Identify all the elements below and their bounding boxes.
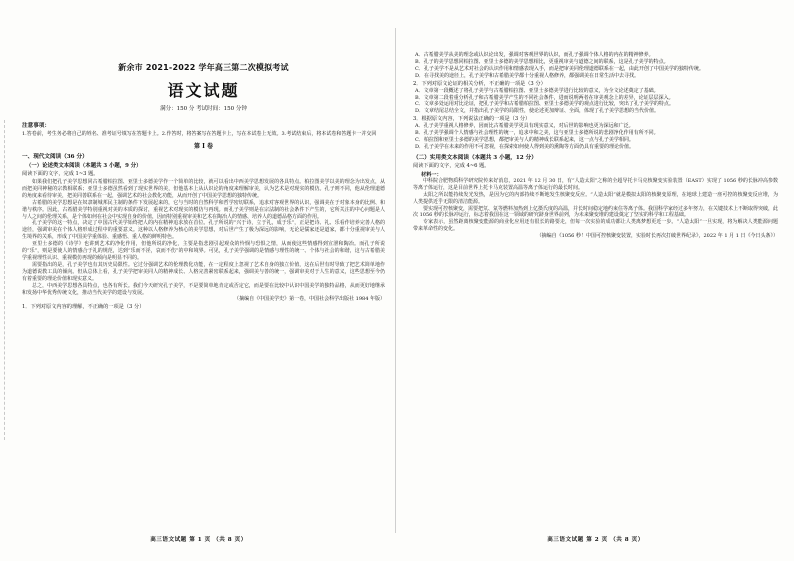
q2-option-a: A．文章第一段概述了将孔子美学与古希腊柏拉图、亚里士多德美学进行比较的意义，为全文论述奠定了基础。	[415, 87, 659, 94]
page-footer-right: 高三语文试题 第 2 页 （共 8 页）	[547, 537, 644, 543]
section2-title: （二）实用类文本阅读（本题共 3 小题，12 分）	[413, 154, 537, 161]
q2-option-d: D．文章结尾总结全文，并指出孔子美学的局限性，使论述更加辩证、全面，体现了孔子美学思想的当代价值。	[415, 108, 660, 115]
material-paragraph: 中科院合肥物质科学研究院传来好消息，2021 年 12 月 30 日，有“人造太阳”之称的全超导托卡马克核聚变实验装置（EAST）实现了 1056 秒的长脉冲高参数等离子体运行，这是目前世界上托卡马克装置高温等离子体运行的最长时间。	[413, 177, 778, 191]
material-paragraph: 专家表示，虽然距离核聚变能源的商业化应用还有很长的路要走，但每一次实验的成功都让人类离梦想更近一步。“人造太阳”一旦实现，将为解决人类能源问题带来革命性的变化。	[413, 219, 778, 233]
right-page	[397, 0, 794, 561]
q3-option-c: C．柏拉图和亚里士多德的美学思想，都把审美与人的精神成长联系起来，这一点与孔子美学相同。	[415, 137, 634, 144]
question-1: 1．下列对原文内容的理解，不正确的一项是（3 分）	[22, 304, 145, 311]
passage-source: （摘编自《中国美学史》第一卷，中国社会科学出版社 1984 年版）	[234, 296, 385, 303]
passage-paragraph: 总之，中西美学思想各具特点，也各有所长。我们今天研究孔子美学，不是要简单地肯定或否定它，而是要在比较中认识中国美学的独特品格，从而更好地继承和发扬中华优秀传统文化，推动当代美学的建设与发展。	[22, 282, 385, 296]
passage-paragraph: 亚里士多德的《诗学》也讲到艺术的净化作用，但他所说的净化，主要是指悲剧引起观众的怜悯与恐惧之情，从而使这些情感得到宣泄和陶冶。而孔子所说的“乐”，则是要使人的情感合于礼的规范，达到“乐而不淫，哀而不伤”的中和境界。可见，孔子美学强调的是情感与理性的统一、个体与社会的和谐，这与古希腊美学重视理性认识、重视模仿再现的倾向是明显不同的。	[22, 241, 385, 261]
passage-paragraph: 孔子美学的这一特点，决定了中国古代美学始终把人的内在精神追求放在首位。孔子所说的“兴于诗，立于礼，成于乐”，正是把诗、礼、乐看作培养完善人格的途径，强调审美在个体人格形成过程中的重要意义。这种以人格修养为核心的美学思想，对后世产生了极为深远的影响，无论是儒家还是道家，都十分重视审美与人生境界的关系，形成了中国美学重体验、重感悟、重人格的鲜明特色。	[22, 220, 385, 241]
q1-option-b: B．孔子的美学思想同柏拉图、亚里士多德的美学思想相比，更重视审美与道德之间的联系，这是孔子美学的特点。	[415, 58, 669, 65]
material-label: 材料一：	[421, 171, 442, 178]
q1-option-a: A．古希腊美学从美的理念或认识论出发，强调对客观世界的认识，而孔子强调个体人格的内在的精神修养。	[415, 52, 654, 58]
q2-option-c: C．文章多处运用对比论证，把孔子美学和古希腊柏拉图、亚里士多德美学的观点进行比较，突出了孔子美学的特点。	[415, 101, 674, 108]
notice-title: 注意事项：	[22, 123, 50, 129]
page-footer-left: 高三语文试题 第 1 页 （共 8 页）	[150, 537, 247, 543]
q1-option-c: C．孔子美学不是从艺术对社会的认识作用和情感表现入手，而是把审美同伦理道德联系在一起，由此开创了中国美学的独特传统。	[415, 65, 704, 72]
exam-meta: 满分：150 分 考试时间：150 分钟	[160, 106, 247, 112]
q3-option-b: B．孔子美学强调个人情感与社会理性的统一，追求中和之美，这与亚里士多德所说的悲剧净化作用有所不同。	[415, 130, 659, 137]
volume-title: 第 I 卷	[194, 143, 213, 150]
page-divider	[395, 28, 396, 533]
section-title: 一、现代文阅读（36 分）	[22, 154, 88, 160]
material-paragraph: 太阳之所以能持续发光发热，是因为它的内部持续不断地发生核聚变反应。“人造太阳”就是模拟太阳的核聚变原理，在地球上建造一座可控的核聚变反应堆，为人类提供近乎无限的清洁能源。	[413, 191, 778, 205]
passage-paragraph: 如果我们把孔子美学思想同古希腊柏拉图、亚里士多德美学作一个简单的比较，就可以看出中西美学思想发展的各具特点。柏拉图美学以美的理念为出发点，从而把美同神秘的宗教相联系；亚里士多德虽然看到了现实世界的美，但他基本上从认识论的角度来理解审美，认为艺术是对现实的模仿。孔子则不同，他从伦理道德的角度来看待审美，把美同善联系在一起，强调艺术的社会教化功能，从而开创了中国美学思想的独特传统。	[22, 179, 385, 199]
passage-paragraph: 需要指出的是，孔子美学也有其历史局限性。它过分强调艺术的伦理教化功能，在一定程度上忽视了艺术自身的独立价值，这在后世有时导致了把艺术简单地作为道德说教工具的倾向。但从总体上看，孔子美学把审美同人的精神成长、人格完善紧密联系起来，强调美与善的统一，强调审美对于人生的意义，这些思想至今仍有着重要的理论价值和现实意义。	[22, 261, 385, 282]
reading-instruction: 阅读下面的文字，完成 1~3 题。	[22, 171, 99, 177]
question-2: 2．下列对原文论证的相关分析，不正确的一项是（3 分）	[413, 80, 546, 87]
q2-option-b: B．文章第二段着重分析孔子和古希腊美学产生的不同社会条件，进而说明两者在审美观念上的差异，论证层层深入。	[415, 94, 674, 101]
q1-option-d: D．在寻找美的途径上，孔子美学和古希腊美学都十分重视人格修养，都强调美在日常生活中去寻找。	[415, 72, 640, 79]
material-paragraph: 要实现可控核聚变，需要把氘、氚等燃料加热到上亿摄氏度的高温，并长时间稳定地约束住等离子体。我国科学家经过多年努力，在关键技术上不断取得突破，此次 1056 秒的长脉冲运行，标志着我国在这一领域的研究跻身世界前列，为未来聚变堆的建设奠定了坚实的科学和工程基础。	[413, 205, 779, 219]
material-source: （摘编自《1056 秒！中国可控核聚变装置，实验时长再次打破世界纪录》，2022 年 1 月 1 日《今日头条》）	[536, 233, 778, 240]
question-3: 3．根据原文内容，下列说法正确的一项是（3 分）	[413, 116, 531, 123]
subsection-title: （一）论述类文本阅读（本题共 3 小题，9 分）	[26, 163, 142, 169]
exam-title: 语文试题	[167, 81, 240, 100]
reading-instruction-2: 阅读下面的文字，完成 4~6 题。	[413, 162, 490, 169]
q3-option-a: A．孔子美学重视人格修养，因而比古希腊美学更具有现实意义，对后世的影响也更为深远和广泛。	[415, 123, 634, 130]
notice-item: 1.答卷前，考生务必将自己的姓名、准考证号填写在答题卡上。2.作答时，将答案写在答题卡上，写在本试卷上无效。3.考试结束后，将本试卷和答题卡一并交回	[22, 131, 377, 137]
q3-option-d: D．孔子美学在未来的作用不可忽视，在探索如何使人得到美的熏陶等方面仍具有重要的理论价值。	[415, 143, 635, 150]
passage-paragraph: 古希腊的美学思想是在奴隶制城邦民主制的条件下发展起来的，它与当时的自然科学和哲学密切联系，追求对客观世界的认识，强调美在于对象本身的比例、和谐与秩序。因此，古希腊美学特别重视对美的本质的探讨，重视艺术对现实的模仿与再现。而孔子美学则是在宗法制的社会条件下产生的，它所关注的中心问题是人与人之间的伦理关系，是个体如何在社会中实现自身的价值，因而特别重视审美和艺术在陶冶人的情感、培养人的道德品格方面的作用。	[22, 199, 385, 220]
exam-header: 新余市 2021-2022 学年高三第二次模拟考试	[118, 63, 289, 72]
